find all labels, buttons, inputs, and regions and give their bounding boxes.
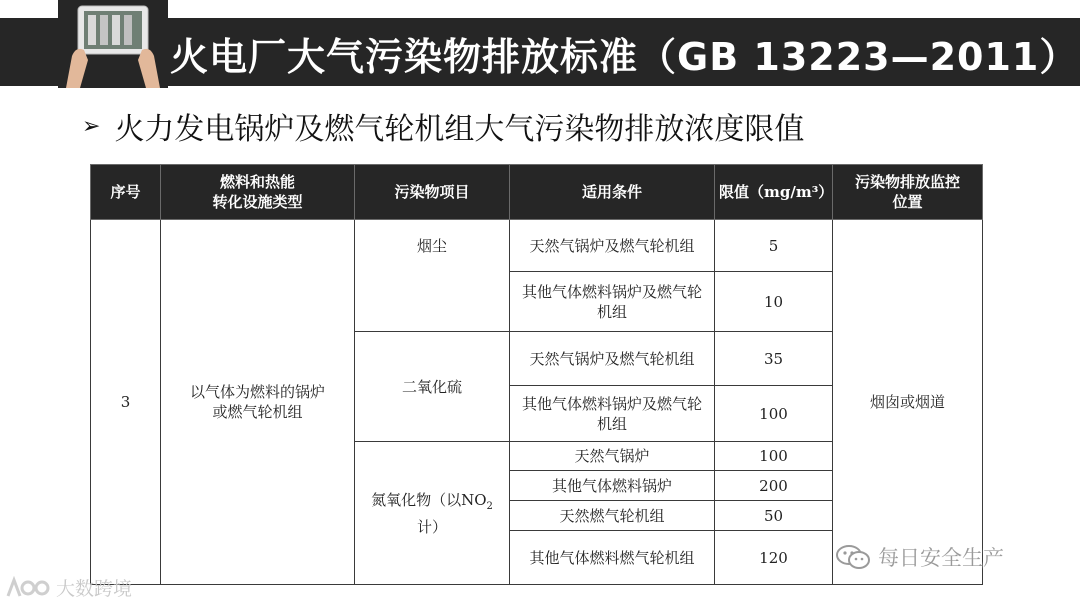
- limit-cell: 5: [715, 220, 833, 272]
- seq-cell: 3: [91, 220, 161, 585]
- limit-cell: 100: [715, 442, 833, 471]
- limit-cell: 200: [715, 471, 833, 501]
- header-monitor-line1: 污染物排放监控: [854, 173, 960, 191]
- watermark-left-text: 大数跨境: [56, 578, 133, 600]
- condition-cell: 其他气体燃料燃气轮机组: [510, 531, 715, 585]
- header-condition: 适用条件: [510, 165, 715, 220]
- limit-cell: 120: [715, 531, 833, 585]
- subtitle-text: 火力发电锅炉及燃气轮机组大气污染物排放浓度限值: [114, 112, 805, 147]
- limit-cell: 10: [715, 272, 833, 332]
- brand-logo-icon: [4, 576, 50, 600]
- pollutant-nox-prefix: 氮氧化物（以NO: [371, 490, 487, 509]
- limit-cell: 35: [715, 332, 833, 386]
- limit-cell: 100: [715, 386, 833, 442]
- header-facility-line2: 转化设施类型: [212, 193, 303, 211]
- limit-cell: 50: [715, 501, 833, 531]
- page-title: 火电厂大气污染物排放标准（GB 13223—2011）: [170, 35, 1079, 79]
- pollutant-nox-suffix: 计）: [416, 517, 447, 536]
- header-monitor-line2: 位置: [892, 193, 923, 211]
- condition-cell: 天然气锅炉及燃气轮机组: [510, 220, 715, 272]
- condition-cell: 其他气体燃料锅炉及燃气轮机组: [510, 386, 715, 442]
- header-pollutant: 污染物项目: [355, 165, 510, 220]
- watermark-right: [836, 542, 1004, 572]
- condition-cell: 天然气锅炉及燃气轮机组: [510, 332, 715, 386]
- condition-cell: 天然气锅炉: [510, 442, 715, 471]
- header-limit: 限值（mg/m³）: [715, 165, 833, 220]
- arrow-bullet-icon: ➢: [82, 113, 101, 139]
- condition-cell: 其他气体燃料锅炉及燃气轮机组: [510, 272, 715, 332]
- pollutant-dust-cell: [355, 220, 510, 332]
- monitor-location-cell: 烟囱或烟道: [833, 220, 983, 585]
- pollutant-so2-cell: 二氧化硫: [355, 332, 510, 442]
- header-facility-line1: 燃料和热能: [219, 173, 295, 191]
- table-header-row: [91, 165, 983, 220]
- emission-limits-table: [90, 164, 983, 585]
- pollutant-nox-subscript: 2: [486, 500, 493, 512]
- wechat-icon: [836, 544, 870, 570]
- header-seq: 序号: [91, 165, 161, 220]
- tablet-hands-illustration: [58, 0, 168, 88]
- subtitle: [82, 104, 804, 148]
- condition-cell: 天然燃气轮机组: [510, 501, 715, 531]
- facility-cell: 以气体为燃料的锅炉或燃气轮机组: [161, 220, 355, 585]
- watermark-right-text: 每日安全生产: [878, 546, 1004, 570]
- pollutant-dust-label: 烟尘: [416, 237, 447, 255]
- header-monitor: [833, 165, 983, 220]
- condition-cell: 其他气体燃料锅炉: [510, 471, 715, 501]
- watermark-left: [4, 574, 132, 601]
- pollutant-nox-cell: [355, 442, 510, 585]
- header-facility: [161, 165, 355, 220]
- table-row: [91, 220, 983, 272]
